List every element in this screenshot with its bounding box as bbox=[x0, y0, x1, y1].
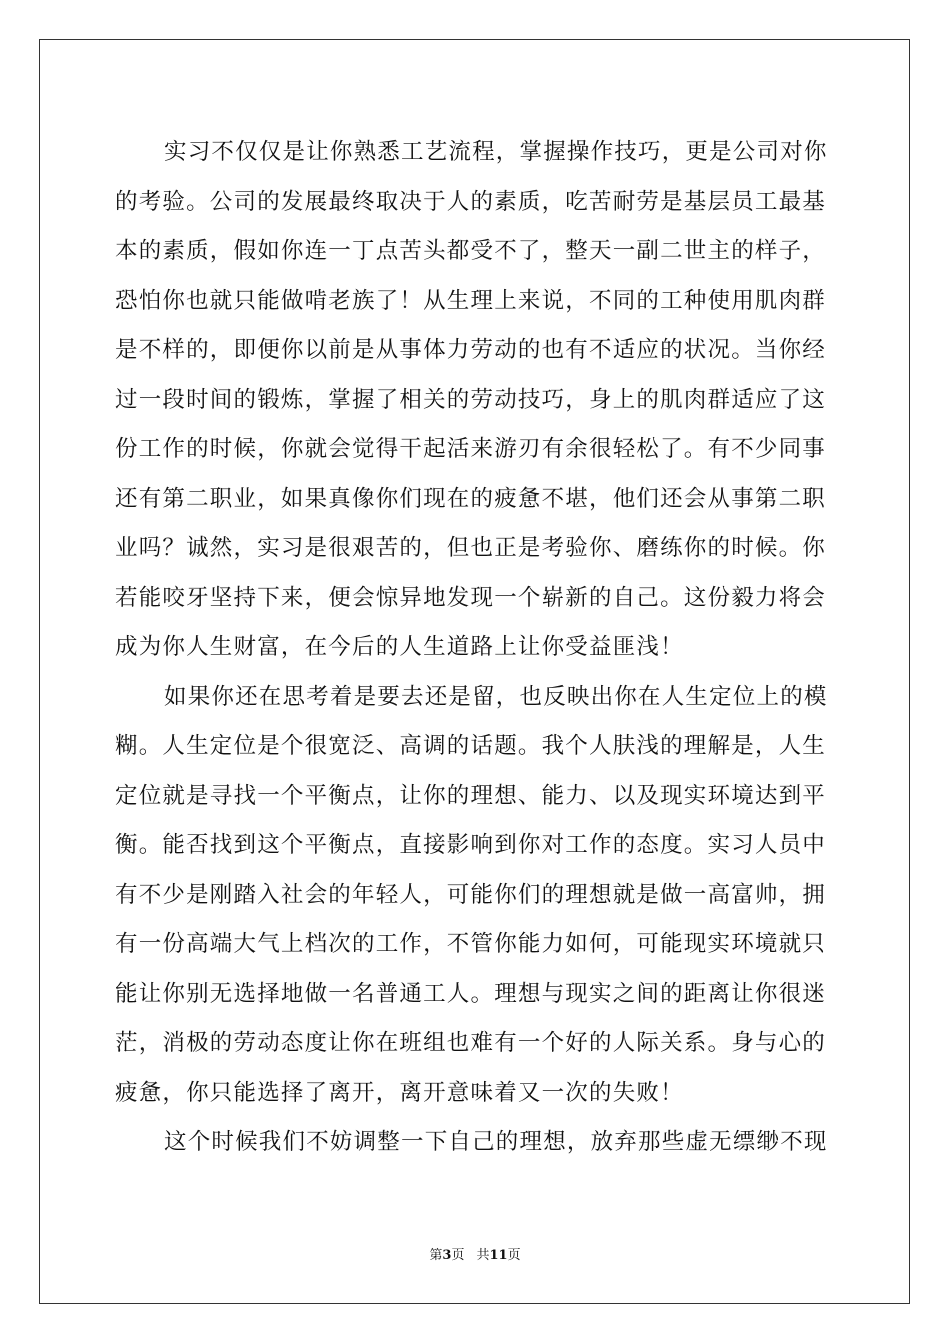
paragraph-line: 茫，消极的劳动态度让你在班组也难有一个好的人际关系。身与心的 bbox=[115, 1030, 827, 1056]
paragraph-line: 本的素质，假如你连一丁点苦头都受不了，整天一副二世主的样子， bbox=[115, 238, 827, 264]
page-footer bbox=[0, 1247, 950, 1265]
paragraph-line: 糊。人生定位是个很宽泛、高调的话题。我个人肤浅的理解是，人生 bbox=[115, 733, 827, 759]
paragraph-line: 份工作的时候，你就会觉得干起活来游刃有余很轻松了。有不少同事 bbox=[115, 436, 827, 462]
paragraph-line: 的考验。公司的发展最终取决于人的素质，吃苦耐劳是基层员工最基 bbox=[115, 188, 827, 215]
paragraph-line: 如果你还在思考着是要去还是留，也反映出你在人生定位上的模 bbox=[164, 683, 828, 710]
paragraph-line: 恐怕你也就只能做啃老族了！从生理上来说，不同的工种使用肌肉群 bbox=[115, 287, 827, 314]
page-number-suffix: 页 bbox=[451, 1248, 465, 1263]
page-number-current: 3 bbox=[442, 1248, 452, 1263]
paragraph-line: 定位就是寻找一个平衡点，让你的理想、能力、以及现实环境达到平 bbox=[115, 782, 827, 809]
paragraph-line: 有不少是刚踏入社会的年轻人，可能你们的理想就是做一高富帅，拥 bbox=[115, 881, 827, 908]
paragraph-line: 还有第二职业，如果真像你们现在的疲惫不堪，他们还会从事第二职 bbox=[115, 485, 827, 512]
page-total-count: 11 bbox=[489, 1248, 508, 1263]
paragraph-line: 这个时候我们不妨调整一下自己的理想，放弃那些虚无缥缈不现 bbox=[164, 1129, 828, 1155]
paragraph-line: 有一份高端大气上档次的工作，不管你能力如何，可能现实环境就只 bbox=[115, 931, 827, 957]
paragraph-line: 若能咬牙坚持下来，便会惊异地发现一个崭新的自己。这份毅力将会 bbox=[115, 584, 827, 611]
paragraph-line: 疲惫，你只能选择了离开，离开意味着又一次的失败！ bbox=[115, 1079, 684, 1106]
paragraph-line: 业吗？诚然，实习是很艰苦的，但也正是考验你、磨练你的时候。你 bbox=[115, 535, 827, 561]
paragraph-line: 衡。能否找到这个平衡点，直接影响到你对工作的态度。实习人员中 bbox=[115, 832, 827, 858]
page-number-prefix: 第 bbox=[429, 1248, 443, 1263]
page-total-prefix: 共 bbox=[476, 1248, 490, 1263]
paragraph-line: 能让你别无选择地做一名普通工人。理想与现实之间的距离让你很迷 bbox=[115, 980, 827, 1007]
document-body bbox=[115, 128, 835, 1168]
paragraph-line: 实习不仅仅是让你熟悉工艺流程，掌握操作技巧，更是公司对你 bbox=[164, 139, 828, 165]
paragraph-line: 过一段时间的锻炼，掌握了相关的劳动技巧，身上的肌肉群适应了这 bbox=[115, 386, 827, 413]
page-total-suffix: 页 bbox=[507, 1248, 521, 1263]
paragraph-line: 是不样的，即便你以前是从事体力劳动的也有不适应的状况。当你经 bbox=[115, 337, 827, 363]
paragraph-line: 成为你人生财富，在今后的人生道路上让你受益匪浅！ bbox=[115, 634, 684, 660]
